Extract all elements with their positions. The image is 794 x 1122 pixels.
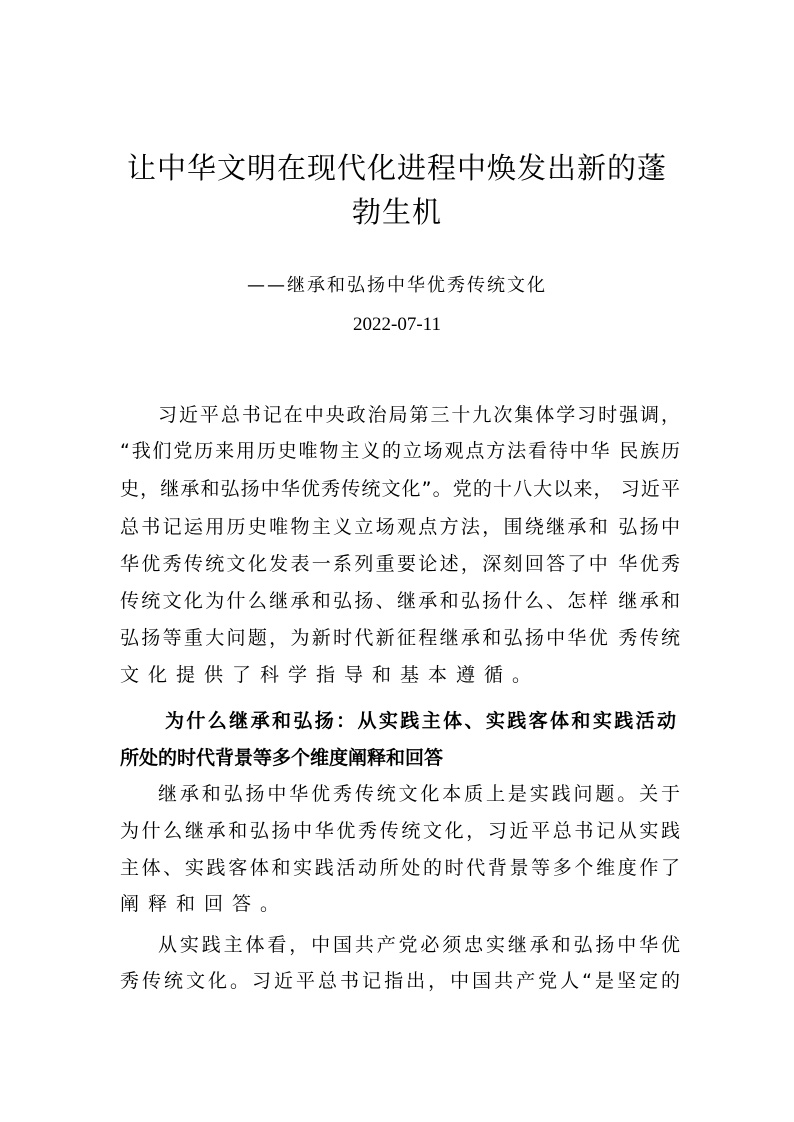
heading-line: 所处的时代背景等多个维度阐释和回答 bbox=[120, 747, 444, 769]
text-line: “我们党历来用历史唯物主义的立场观点方法看待中华 民族历 bbox=[120, 440, 680, 462]
text-line: 为什么继承和弘扬中华优秀传统文化，习近平总书记从实践 bbox=[120, 820, 680, 842]
document-title-line-1: 让中华文明在现代化进程中焕发出新的蓬 bbox=[126, 151, 667, 185]
text-line: 习近平总书记在中央政治局第三十九次集体学习时强调， bbox=[158, 404, 680, 426]
heading-line: 为什么继承和弘扬：从实践主体、实践客体和实践活动 bbox=[165, 710, 676, 732]
text-line: 继承和弘扬中华优秀传统文化本质上是实践问题。关于 bbox=[158, 783, 680, 805]
text-line: 文化提供了科学指导和基本遵循。 bbox=[120, 664, 541, 686]
text-line: 秀传统文化。习近平总书记指出，中国共产党人“是坚定的 bbox=[120, 970, 680, 992]
text-line: 传统文化为什么继承和弘扬、继承和弘扬什么、怎样 继承和 bbox=[120, 590, 680, 612]
text-line: 华优秀传统文化发表一系列重要论述，深刻回答了中 华优秀 bbox=[120, 553, 680, 575]
text-line: 弘扬等重大问题，为新时代新征程继承和弘扬中华优 秀传统 bbox=[120, 627, 680, 649]
text-line: 总书记运用历史唯物主义立场观点方法，围绕继承和 弘扬中 bbox=[120, 516, 680, 538]
text-line: 阐释和回答。 bbox=[120, 893, 289, 915]
text-line: 史，继承和弘扬中华优秀传统文化”。党的十八大以来， 习近平 bbox=[120, 478, 680, 500]
text-line: 从实践主体看，中国共产党必须忠实继承和弘扬中华优 bbox=[158, 934, 680, 956]
document-title-line-2: 勃生机 bbox=[351, 195, 442, 229]
document-date: 2022-07-11 bbox=[353, 314, 441, 335]
text-line: 主体、实践客体和实践活动所处的时代背景等多个维度作了 bbox=[120, 857, 680, 879]
document-subtitle: ——继承和弘扬中华优秀传统文化 bbox=[247, 275, 547, 296]
